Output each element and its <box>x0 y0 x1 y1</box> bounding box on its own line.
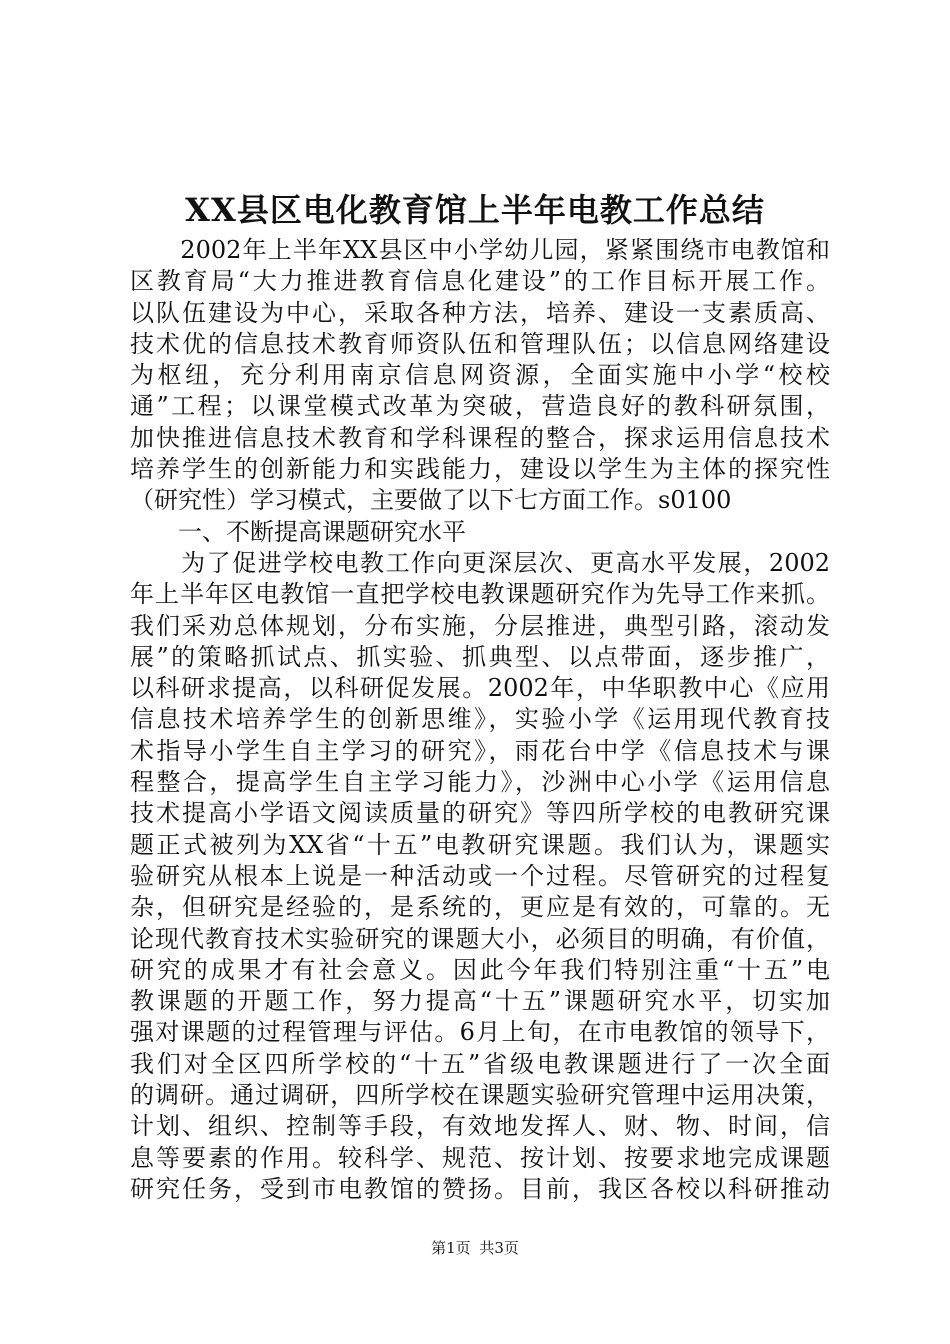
body-line: 培养学生的创新能力和实践能力，建设以学生为主体的探究性 <box>130 455 830 484</box>
body-line: 为了促进学校电教工作向更深层次、更高水平发展，2002 <box>130 548 830 577</box>
body-line: 研究的成果才有社会意义。因此今年我们特别注重“十五”电 <box>130 955 830 984</box>
body-line: 以科研求提高，以科研促发展。2002年，中华职教中心《应用 <box>130 674 830 703</box>
page-total: 共3页 <box>479 1239 519 1257</box>
section-heading: 一、不断提高课题研究水平 <box>130 517 466 546</box>
body-line: 的调研。通过调研，四所学校在课题实验研究管理中运用决策， <box>130 1081 830 1110</box>
body-line: 加快推进信息技术教育和学科课程的整合，探求运用信息技术 <box>130 423 830 452</box>
body-line: 论现代教育技术实验研究的课题大小，必须目的明确，有价值， <box>130 924 830 953</box>
body-line: 研究任务，受到市电教馆的赞扬。目前，我区各校以科研推动 <box>130 1174 830 1203</box>
body-line: 验研究从根本上说是一种活动或一个过程。尽管研究的过程复 <box>130 861 830 890</box>
body-line: 教课题的开题工作，努力提高“十五”课题研究水平，切实加 <box>130 987 830 1016</box>
body-line: 区教育局“大力推进教育信息化建设”的工作目标开展工作。 <box>130 267 830 296</box>
body-line: 以队伍建设为中心，采取各种方法，培养、建设一支素质高、 <box>130 298 830 327</box>
body-line: （研究性）学习模式，主要做了以下七方面工作。s0100 <box>130 486 732 515</box>
page-footer <box>0 1238 950 1258</box>
body-line: 通”工程；以课堂模式改革为突破，营造良好的教科研氛围， <box>130 392 830 421</box>
body-line: 程整合，提高学生自主学习能力》，沙洲中心小学《运用信息 <box>130 768 830 797</box>
body-line: 技术优的信息技术教育师资队伍和管理队伍；以信息网络建设 <box>130 329 830 358</box>
body-line: 2002年上半年XX县区中小学幼儿园，紧紧围绕市电教馆和 <box>130 236 830 264</box>
body-line: 技术提高小学语文阅读质量的研究》等四所学校的电教研究课 <box>130 799 830 828</box>
body-line: 我们采劝总体规划，分布实施，分层推进，典型引路，滚动发 <box>130 611 830 640</box>
body-line: 强对课题的过程管理与评估。6月上旬，在市电教馆的领导下， <box>130 1018 830 1047</box>
body-line: 计划、组织、控制等手段，有效地发挥人、财、物、时间，信 <box>130 1112 830 1141</box>
body-line: 展”的策略抓试点、抓实验、抓典型、以点带面，逐步推广， <box>130 642 830 671</box>
document-title: XX县区电化教育馆上半年电教工作总结 <box>185 191 765 229</box>
body-line: 杂，但研究是经验的，是系统的，更应是有效的，可靠的。无 <box>130 893 830 922</box>
body-line: 年上半年区电教馆一直把学校电教课题研究作为先导工作来抓。 <box>130 580 830 609</box>
body-line: 我们对全区四所学校的“十五”省级电教课题进行了一次全面 <box>130 1049 830 1078</box>
body-line: 术指导小学生自主学习的研究》，雨花台中学《信息技术与课 <box>130 736 830 765</box>
page-number: 第1页 <box>431 1239 471 1257</box>
body-line: 题正式被列为XX省“十五”电教研究课题。我们认为，课题实 <box>130 830 830 859</box>
body-line: 息等要素的作用。较科学、规范、按计划、按要求地完成课题 <box>130 1143 830 1172</box>
body-line: 信息技术培养学生的创新思维》，实验小学《运用现代教育技 <box>130 705 830 734</box>
document-body <box>130 235 830 1205</box>
body-line: 为枢纽，充分利用南京信息网资源，全面实施中小学“校校 <box>130 361 830 390</box>
